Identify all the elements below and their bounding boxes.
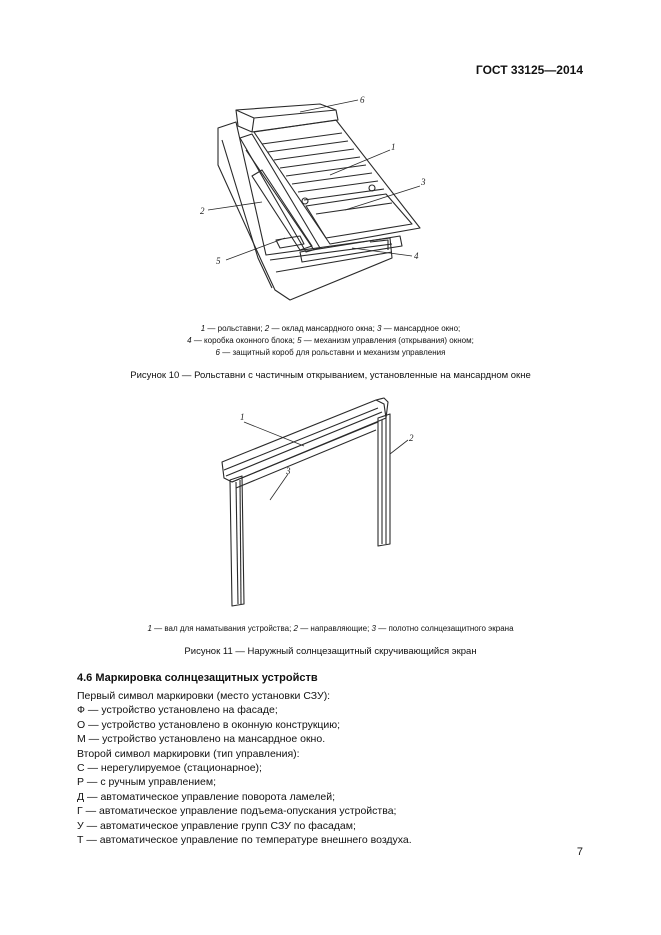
body-line: Первый символ маркировки (место установки СЗУ): [77, 690, 331, 702]
body-line: Второй символ маркировки (тип управления): [77, 747, 300, 760]
document-code: ГОСТ 33125—2014 [475, 63, 583, 77]
callout-6: 6 [360, 95, 365, 105]
body-line: У — автоматическое управление групп СЗУ по фасадам; [77, 819, 356, 832]
page-number: 7 [576, 846, 583, 858]
callout-2: 2 [200, 206, 205, 216]
body-line: Д — автоматическое управление поворота ламелей; [77, 790, 336, 803]
body-line: Ф — устройство установлено на фасаде; [77, 704, 278, 717]
figure-10-legend [0, 323, 661, 359]
section-title: 4.6 Маркировка солнцезащитных устройств [77, 672, 318, 684]
fig11-callout-3: 3 [286, 466, 291, 476]
legend-line-1: 1 — рольставни; 2 — оклад мансардного окна; 3 — мансардное окно; [200, 324, 461, 333]
body-line: Р — с ручным управлением; [77, 776, 216, 789]
callout-3: 3 [421, 177, 426, 187]
section-body [77, 689, 412, 847]
callout-1: 1 [391, 142, 396, 152]
callout-4: 4 [414, 251, 419, 261]
body-line: Г — автоматическое управление подъема-опускания устройства; [77, 805, 397, 818]
body-line: Т — автоматическое управление по температуре внешнего воздуха. [77, 834, 412, 847]
body-line: С — нерегулируемое (стационарное); [77, 762, 262, 775]
callout-5: 5 [216, 256, 221, 266]
legend-line-3: 6 — защитный короб для рольставни и механизм управления [215, 348, 446, 357]
fig11-callout-2: 2 [409, 433, 414, 443]
figure-11-legend [0, 623, 661, 635]
figure-10-caption: Рисунок 10 — Рольставни с частичным открыванием, установленные на мансардном окне [130, 370, 531, 381]
legend-line-2: 4 — коробка оконного блока; 5 — механизм управления (открывания) окном; [187, 336, 474, 345]
body-line: О — устройство установлено в оконную конструкцию; [77, 718, 341, 731]
body-line: М — устройство установлено на мансардное окно. [77, 733, 326, 746]
figure-11-caption: Рисунок 11 — Наружный солнцезащитный скручивающийся экран [184, 646, 477, 657]
fig11-callout-1: 1 [240, 412, 245, 422]
legend-line: 1 — вал для наматывания устройства; 2 — направляющие; 3 — полотно солнцезащитного экрана [147, 624, 514, 633]
